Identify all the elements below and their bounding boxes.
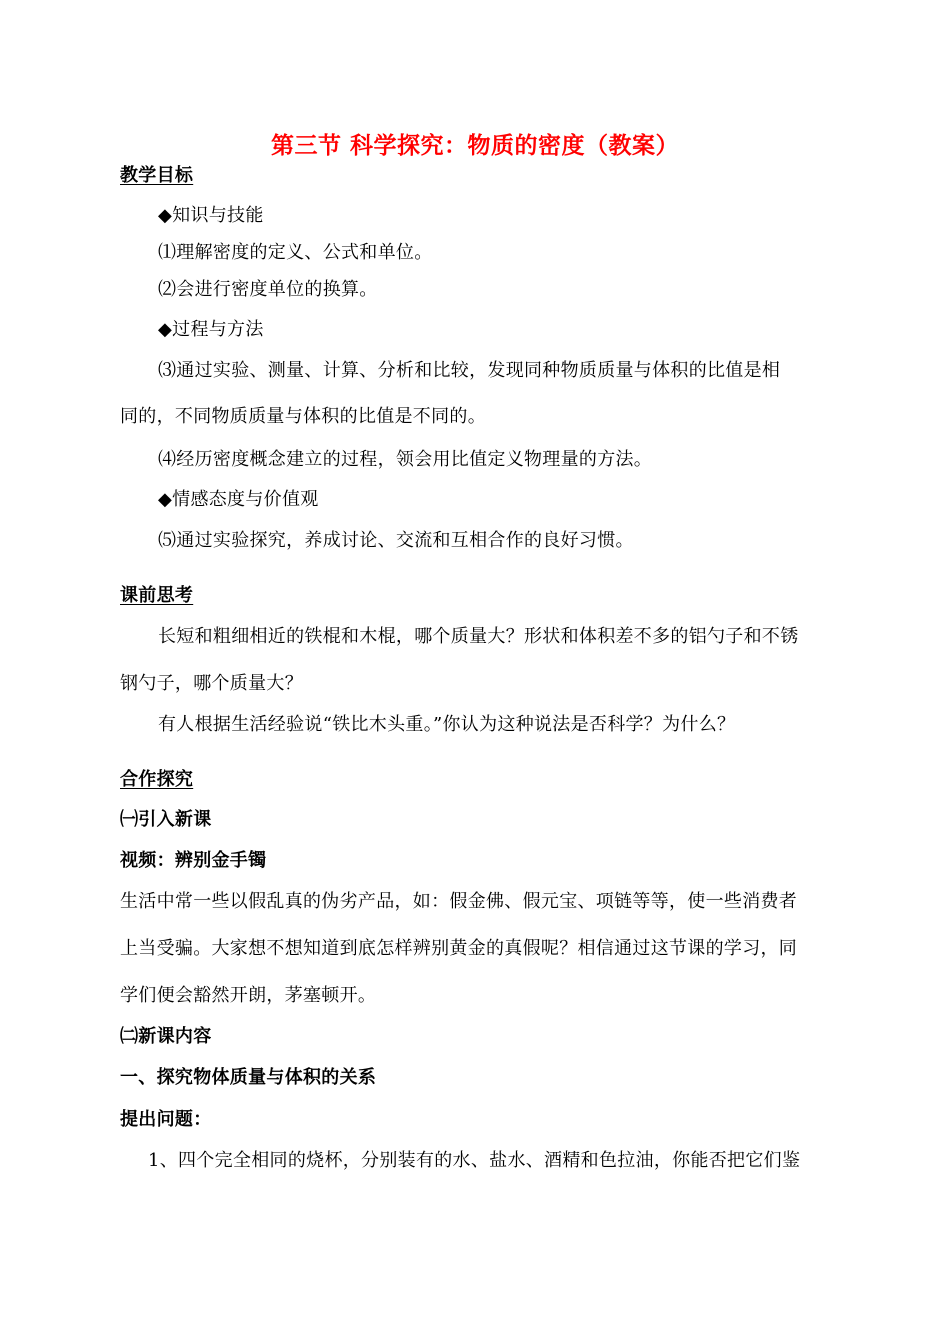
objective-category-emotion: ◆情感态度与价值观 (158, 489, 319, 510)
cooperative-heading: 合作探究 (120, 769, 194, 790)
intro-line-1: 生活中常一些以假乱真的伪劣产品，如：假金佛、假元宝、项链等等，使一些消费者 (120, 891, 798, 912)
subsection-content: ㈡新课内容 (120, 1026, 212, 1047)
intro-line-3: 学们便会豁然开朗，茅塞顿开。 (120, 985, 377, 1006)
preclass-line-1: 长短和粗细相近的铁棍和木棍，哪个质量大？形状和体积差不多的铝勺子和不锈 (158, 626, 799, 647)
objective-category-knowledge: ◆知识与技能 (158, 205, 264, 226)
intro-line-2: 上当受骗。大家想不想知道到底怎样辨别黄金的真假呢？相信通过这节课的学习，同 (120, 938, 798, 959)
objective-item-4: ⑷经历密度概念建立的过程，领会用比值定义物理量的方法。 (158, 449, 653, 470)
video-label: 视频：辨别金手镯 (120, 850, 267, 871)
document-title: 第三节 科学探究：物质的密度（教案） (270, 132, 679, 159)
objectives-heading: 教学目标 (120, 165, 194, 186)
preclass-line-2: 钢勺子，哪个质量大？ (120, 673, 303, 694)
question-label: 提出问题： (120, 1109, 212, 1130)
objective-item-3-cont: 同的，不同物质质量与体积的比值是不同的。 (120, 406, 486, 427)
objective-item-3: ⑶通过实验、测量、计算、分析和比较，发现同种物质质量与体积的比值是相 (158, 360, 781, 381)
objective-item-2: ⑵会进行密度单位的换算。 (158, 279, 378, 300)
objective-category-process: ◆过程与方法 (158, 319, 264, 340)
preclass-heading: 课前思考 (120, 585, 194, 606)
question-line-1: 1、四个完全相同的烧杯，分别装有的水、盐水、酒精和色拉油，你能否把它们鉴 (148, 1150, 801, 1171)
objective-item-5: ⑸通过实验探究，养成讨论、交流和互相合作的良好习惯。 (158, 530, 634, 551)
part-one-heading: 一、探究物体质量与体积的关系 (120, 1067, 377, 1088)
subsection-intro: ㈠引入新课 (120, 809, 212, 830)
objective-item-1: ⑴理解密度的定义、公式和单位。 (158, 242, 433, 263)
preclass-line-3: 有人根据生活经验说“铁比木头重。”你认为这种说法是否科学？为什么？ (158, 714, 736, 735)
